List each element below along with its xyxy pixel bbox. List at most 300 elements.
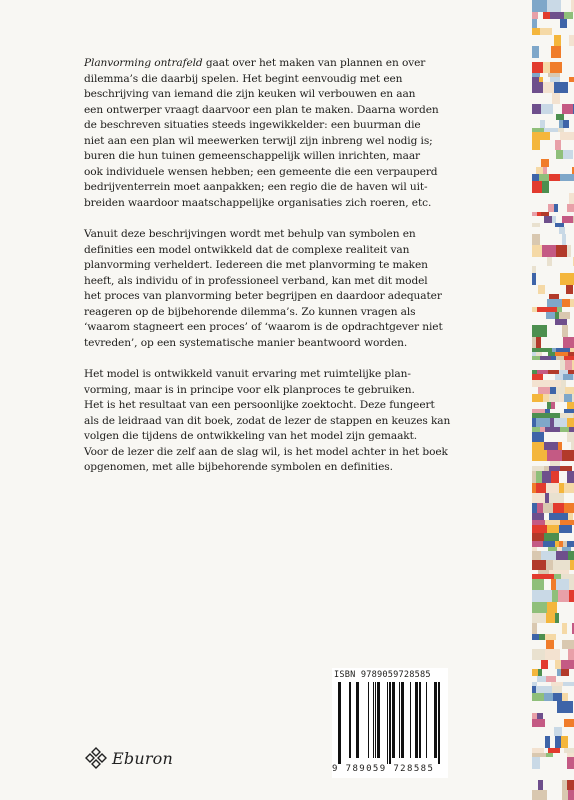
- mosaic-tile: [567, 432, 574, 442]
- mosaic-tile: [552, 216, 556, 223]
- barcode-bar: [438, 682, 440, 764]
- barcode-bar: [392, 682, 395, 758]
- blurb-line: reageren op de bijbehorende dilemma’s. Zo kunnen vragen als: [84, 305, 416, 318]
- mosaic-tile: [547, 450, 562, 461]
- mosaic-tile: [565, 360, 572, 370]
- mosaic-art: [532, 0, 574, 800]
- mosaic-tile: [552, 93, 560, 104]
- mosaic-tile: [567, 780, 574, 790]
- mosaic-tile: [564, 409, 574, 413]
- mosaic-tile: [532, 337, 536, 348]
- mosaic-tile: [555, 736, 561, 748]
- mosaic-tile: [569, 579, 574, 590]
- mosaic-tile: [537, 676, 546, 682]
- mosaic-tile: [532, 748, 544, 753]
- mosaic-tile: [553, 503, 564, 513]
- barcode-bar: [349, 682, 351, 758]
- mosaic-tile: [549, 570, 560, 574]
- mosaic-tile: [549, 493, 564, 503]
- mosaic-tile: [538, 132, 550, 140]
- blurb-paragraph-2: [84, 227, 450, 351]
- mosaic-tile: [561, 574, 574, 579]
- mosaic-tile: [532, 132, 538, 140]
- barcode-bar: [410, 682, 411, 758]
- mosaic-tile: [546, 676, 556, 682]
- mosaic-tile: [532, 442, 544, 450]
- mosaic-tile: [565, 387, 574, 394]
- mosaic-tile: [532, 380, 546, 387]
- mosaic-tile: [532, 682, 537, 686]
- mosaic-tile: [542, 181, 549, 193]
- isbn-digits: 9 789059 728585: [332, 764, 435, 774]
- blurb-line: ook individuele wensen hebben; een gemeente die een verpauperd: [84, 165, 438, 178]
- mosaic-tile: [562, 216, 573, 223]
- mosaic-tile: [552, 686, 562, 693]
- blurb-line: Voor de lezer die zelf aan de slag wil, is het model achter in het boek: [84, 445, 448, 458]
- mosaic-tile: [554, 35, 561, 46]
- mosaic-tile: [560, 132, 574, 140]
- mosaic-tile: [549, 466, 560, 471]
- mosaic-tile: [562, 547, 571, 551]
- mosaic-tile: [560, 19, 567, 28]
- mosaic-tile: [537, 503, 543, 513]
- mosaic-tile: [562, 623, 567, 634]
- mosaic-tile: [549, 294, 559, 299]
- blurb-line: het proces van planvorming beter begrijpen en daardoor adequater: [84, 290, 442, 302]
- mosaic-tile: [560, 413, 573, 418]
- mosaic-tile: [532, 394, 543, 402]
- mosaic-tile: [532, 513, 544, 520]
- mosaic-tile: [539, 634, 545, 640]
- mosaic-tile: [538, 285, 545, 294]
- mosaic-tile: [532, 140, 540, 150]
- mosaic-tile: [558, 560, 570, 570]
- mosaic-tile: [564, 748, 574, 753]
- mosaic-tile: [563, 682, 574, 686]
- mosaic-tile: [532, 266, 536, 273]
- mosaic-tile: [555, 520, 560, 525]
- mosaic-tile: [567, 418, 574, 427]
- mosaic-tile: [556, 579, 569, 590]
- mosaic-tile: [546, 380, 561, 387]
- mosaic-tile: [532, 234, 540, 245]
- mosaic-tile: [560, 520, 574, 525]
- blurb-line: heeft, als individu of in professioneel verband, kan met dit model: [84, 274, 428, 287]
- mosaic-tile: [532, 12, 538, 19]
- book-title: Planvorming ontrafeld: [84, 57, 203, 69]
- mosaic-tile: [540, 120, 545, 128]
- mosaic-tile: [564, 12, 573, 19]
- mosaic-tile: [556, 551, 568, 560]
- mosaic-tile: [541, 660, 548, 669]
- mosaic-tile: [546, 483, 559, 493]
- mosaic-tile: [549, 513, 561, 520]
- barcode: [332, 668, 448, 778]
- mosaic-tile: [559, 541, 563, 547]
- mosaic-tile: [555, 312, 559, 319]
- mosaic-tile: [555, 140, 561, 150]
- mosaic-tile: [532, 613, 546, 623]
- mosaic-tile: [546, 640, 554, 649]
- mosaic-tile: [539, 77, 543, 82]
- mosaic-tile: [532, 77, 539, 82]
- mosaic-tile: [555, 319, 567, 325]
- mosaic-tile: [538, 669, 542, 676]
- mosaic-tile: [559, 483, 564, 493]
- blurb-line: ‘waarom stagneert een proces’ of ‘waarom is de opdrachtgever niet: [84, 321, 443, 333]
- mosaic-tile: [536, 337, 541, 348]
- mosaic-tile: [536, 471, 542, 483]
- mosaic-tile: [538, 387, 550, 394]
- mosaic-tile: [532, 19, 537, 28]
- mosaic-tile: [553, 693, 562, 701]
- mosaic-tile: [553, 560, 558, 570]
- mosaic-tile: [570, 348, 574, 352]
- mosaic-tile: [532, 503, 537, 513]
- mosaic-tile: [568, 352, 574, 356]
- mosaic-tile: [560, 273, 574, 285]
- barcode-bars: [338, 682, 442, 764]
- mosaic-tile: [545, 649, 560, 660]
- blurb-line: niet aan een plan wil meewerken terwijl zijn inbreng wel nodig is;: [84, 134, 433, 147]
- mosaic-tile: [532, 719, 545, 727]
- mosaic-tile: [564, 356, 574, 360]
- publisher-logo: [84, 746, 173, 770]
- mosaic-tile: [548, 547, 557, 551]
- mosaic-tile: [545, 493, 549, 503]
- mosaic-tile: [543, 62, 550, 73]
- mosaic-tile: [554, 418, 567, 427]
- mosaic-tile: [532, 693, 544, 701]
- mosaic-tile: [559, 312, 570, 319]
- mosaic-tile: [560, 174, 574, 181]
- mosaic-tile: [540, 427, 545, 432]
- mosaic-tile: [532, 356, 540, 360]
- mosaic-tile: [540, 28, 552, 35]
- mosaic-tile: [547, 299, 562, 307]
- blurb-line: opgenomen, met alle bijbehorende symbolen en definities.: [84, 461, 393, 473]
- mosaic-tile: [547, 257, 552, 266]
- barcode-bar: [426, 682, 427, 758]
- mosaic-tile: [560, 360, 565, 370]
- blurb-line: Vanuit deze beschrijvingen wordt met behulp van symbolen en: [84, 228, 416, 240]
- blurb-line: breiden waardoor maatschappelijke organisaties zich roeren, etc.: [84, 196, 432, 209]
- mosaic-tile: [548, 352, 555, 356]
- mosaic-tile: [566, 285, 573, 294]
- mosaic-tile: [537, 62, 543, 73]
- mosaic-tile: [551, 682, 563, 686]
- mosaic-tile: [542, 245, 556, 257]
- mosaic-tile: [536, 167, 543, 174]
- mosaic-tile: [545, 520, 555, 525]
- blurb-line: volgen die tijdens de ontwikkeling van het model zijn gemaakt.: [84, 430, 418, 442]
- mosaic-tile: [563, 701, 573, 713]
- mosaic-tile: [532, 370, 537, 374]
- mosaic-tile: [562, 450, 574, 461]
- mosaic-tile: [532, 634, 539, 640]
- mosaic-tile: [532, 520, 545, 525]
- mosaic-tile: [547, 590, 552, 602]
- eburon-mark-icon: [84, 746, 108, 770]
- mosaic-tile: [532, 374, 543, 380]
- mosaic-tile: [532, 547, 537, 551]
- barcode-bar: [419, 682, 421, 758]
- mosaic-tile: [559, 525, 572, 533]
- mosaic-tile: [532, 551, 541, 560]
- mosaic-tile: [536, 352, 542, 356]
- mosaic-tile: [545, 427, 560, 432]
- mosaic-tile: [563, 541, 567, 547]
- mosaic-tile: [537, 212, 541, 216]
- blurb-line: vorming, maar is in principe voor elk planproces te gebruiken.: [84, 383, 415, 396]
- blurb-line: dilemma’s die daarbij spelen. Het begint eenvoudig met een: [84, 72, 403, 85]
- mosaic-tile: [558, 442, 562, 450]
- mosaic-tile: [567, 245, 571, 257]
- mosaic-tile: [550, 62, 562, 73]
- mosaic-tile: [544, 693, 553, 701]
- mosaic-tile: [570, 299, 574, 307]
- mosaic-tile: [560, 427, 569, 432]
- mosaic-tile: [564, 483, 574, 493]
- mosaic-tile: [532, 46, 539, 58]
- mosaic-tile: [552, 602, 557, 613]
- mosaic-tile: [556, 356, 564, 360]
- mosaic-tile: [563, 374, 573, 380]
- mosaic-tile: [562, 104, 573, 114]
- blurb-line: buren die hun tuinen gemeenschappelijk willen inrichten, maar: [84, 150, 421, 162]
- mosaic-tile: [559, 120, 563, 128]
- mosaic-tile: [559, 227, 565, 234]
- mosaic-strip: [532, 0, 574, 800]
- mosaic-tile: [552, 525, 559, 533]
- mosaic-tile: [545, 634, 556, 640]
- mosaic-tile: [543, 167, 547, 174]
- mosaic-tile: [562, 693, 568, 701]
- mosaic-tile: [567, 541, 574, 547]
- mosaic-tile: [567, 204, 574, 212]
- mosaic-tile: [568, 649, 574, 660]
- mosaic-tile: [562, 325, 568, 337]
- blurb-line: bedrijventerrein moet aanpakken; een regio die de haven wil uit-: [84, 181, 428, 193]
- mosaic-tile: [551, 356, 556, 360]
- mosaic-tile: [532, 579, 539, 590]
- mosaic-tile: [532, 223, 540, 227]
- mosaic-tile: [560, 570, 569, 574]
- mosaic-tile: [567, 753, 574, 757]
- mosaic-tile: [547, 602, 552, 613]
- blurb-line: Het is het resultaat van een persoonlijke zoektocht. Deze fungeert: [84, 399, 435, 411]
- mosaic-tile: [543, 541, 555, 547]
- mosaic-tile: [544, 128, 558, 132]
- mosaic-tile: [549, 174, 560, 181]
- mosaic-tile: [532, 348, 537, 352]
- mosaic-tile: [532, 649, 545, 660]
- publisher-name: Eburon: [112, 748, 174, 768]
- mosaic-tile: [569, 35, 574, 46]
- mosaic-tile: [547, 525, 552, 533]
- blurb-line: als de leidraad van dit boek, zodat de lezer de stappen en keuzes kan: [84, 414, 451, 427]
- mosaic-tile: [532, 128, 544, 132]
- mosaic-tile: [557, 307, 562, 312]
- mosaic-tile: [562, 640, 574, 649]
- mosaic-tile: [541, 159, 549, 167]
- blurb-text: [84, 56, 450, 492]
- mosaic-tile: [532, 181, 542, 193]
- mosaic-tile: [545, 736, 550, 748]
- mosaic-tile: [559, 394, 564, 402]
- blurb-line: tevreden’, op een systematische manier beantwoord worden.: [84, 336, 408, 349]
- mosaic-tile: [543, 82, 554, 93]
- mosaic-tile: [532, 686, 536, 693]
- mosaic-tile: [532, 590, 547, 602]
- mosaic-tile: [538, 570, 549, 574]
- mosaic-tile: [557, 669, 561, 676]
- mosaic-tile: [537, 307, 546, 312]
- mosaic-tile: [541, 104, 553, 114]
- mosaic-tile: [532, 753, 546, 757]
- mosaic-tile: [544, 533, 559, 541]
- mosaic-tile: [569, 427, 574, 432]
- mosaic-tile: [555, 541, 559, 547]
- mosaic-tile: [532, 450, 547, 461]
- mosaic-tile: [543, 12, 550, 19]
- mosaic-tile: [537, 713, 543, 719]
- mosaic-tile: [536, 418, 550, 427]
- mosaic-tile: [556, 114, 564, 120]
- mosaic-tile: [555, 352, 568, 356]
- blurb-line: beschrijving van iemand die zijn keuken wil verbouwen en aan: [84, 88, 416, 100]
- mosaic-tile: [532, 493, 545, 503]
- barcode-bar: [389, 682, 391, 764]
- mosaic-tile: [551, 402, 555, 409]
- barcode-bar: [377, 682, 380, 758]
- barcode-bar: [401, 682, 404, 758]
- mosaic-tile: [546, 560, 553, 570]
- mosaic-tile: [545, 409, 550, 413]
- mosaic-tile: [562, 790, 568, 800]
- mosaic-tile: [569, 590, 574, 602]
- mosaic-tile: [547, 402, 551, 409]
- barcode-bar: [387, 682, 388, 764]
- mosaic-tile: [554, 727, 562, 736]
- mosaic-tile: [537, 348, 552, 352]
- blurb-paragraph-1: [84, 56, 450, 211]
- mosaic-tile: [560, 466, 572, 471]
- mosaic-tile: [532, 623, 537, 634]
- blurb-line: de beschreven situaties steeds ingewikkelder: een buurman die: [84, 119, 421, 131]
- mosaic-tile: [532, 790, 547, 800]
- mosaic-tile: [543, 503, 553, 513]
- mosaic-tile: [561, 669, 569, 676]
- barcode-bar: [375, 682, 376, 758]
- mosaic-tile: [532, 525, 547, 533]
- mosaic-tile: [568, 551, 574, 560]
- mosaic-tile: [558, 590, 569, 602]
- mosaic-tile: [564, 394, 572, 402]
- mosaic-tile: [537, 370, 548, 374]
- blurb-line: [84, 56, 450, 72]
- mosaic-tile: [548, 748, 560, 753]
- mosaic-tile: [562, 234, 566, 245]
- mosaic-tile: [564, 719, 574, 727]
- mosaic-tile: [546, 686, 552, 693]
- mosaic-tile: [544, 466, 549, 471]
- mosaic-tile: [543, 394, 549, 402]
- mosaic-tile: [546, 307, 557, 312]
- mosaic-tile: [562, 780, 567, 790]
- mosaic-tile: [539, 174, 549, 181]
- mosaic-tile: [543, 574, 554, 579]
- mosaic-tile: [558, 128, 564, 132]
- mosaic-tile: [555, 223, 564, 227]
- mosaic-tile: [551, 471, 559, 483]
- mosaic-tile: [557, 701, 563, 713]
- mosaic-tile: [569, 77, 574, 82]
- mosaic-tile: [544, 442, 558, 450]
- mosaic-tile: [532, 28, 540, 35]
- blurb-line: planvorming verheldert. Iedereen die met planvorming te maken: [84, 259, 428, 271]
- barcode-bar: [373, 682, 374, 758]
- blurb-line: definities een model ontwikkeld dat de complexe realiteit van: [84, 243, 410, 256]
- mosaic-tile: [532, 602, 547, 613]
- blurb-line-rest: gaat over het maken van plannen en over: [202, 57, 426, 69]
- mosaic-tile: [568, 513, 573, 520]
- isbn-label: ISBN 9789059728585: [334, 670, 431, 680]
- mosaic-tile: [555, 374, 563, 380]
- mosaic-tile: [550, 387, 556, 394]
- mosaic-tile: [556, 387, 565, 394]
- mosaic-tile: [532, 533, 544, 541]
- mosaic-tile: [532, 427, 540, 432]
- mosaic-tile: [562, 299, 570, 307]
- mosaic-tile: [546, 613, 555, 623]
- barcode-bar: [338, 682, 341, 764]
- mosaic-tile: [546, 753, 553, 757]
- mosaic-tile: [532, 574, 543, 579]
- mosaic-tile: [542, 471, 551, 483]
- mosaic-tile: [532, 413, 537, 418]
- barcode-bar: [434, 682, 437, 758]
- mosaic-tile: [556, 150, 563, 159]
- mosaic-tile: [540, 356, 551, 360]
- mosaic-tile: [532, 245, 542, 257]
- mosaic-tile: [541, 212, 549, 216]
- mosaic-tile: [569, 193, 574, 204]
- mosaic-tile: [554, 82, 568, 93]
- mosaic-tile: [556, 348, 570, 352]
- mosaic-tile: [532, 713, 537, 719]
- mosaic-tile: [532, 104, 541, 114]
- barcode-bar: [415, 682, 418, 758]
- mosaic-tile: [547, 0, 561, 12]
- mosaic-tile: [561, 660, 574, 669]
- mosaic-tile: [532, 757, 540, 769]
- mosaic-tile: [532, 307, 537, 312]
- mosaic-tile: [532, 73, 540, 77]
- mosaic-tile: [567, 402, 574, 409]
- barcode-bar: [399, 682, 400, 758]
- mosaic-tile: [568, 790, 574, 800]
- mosaic-tile: [532, 471, 536, 483]
- mosaic-tile: [563, 337, 574, 348]
- mosaic-tile: [546, 312, 555, 319]
- mosaic-tile: [559, 370, 568, 374]
- mosaic-tile: [550, 418, 554, 427]
- mosaic-tile: [536, 686, 546, 693]
- mosaic-tile: [532, 0, 547, 12]
- barcode-bar: [368, 682, 369, 758]
- mosaic-tile: [548, 204, 554, 212]
